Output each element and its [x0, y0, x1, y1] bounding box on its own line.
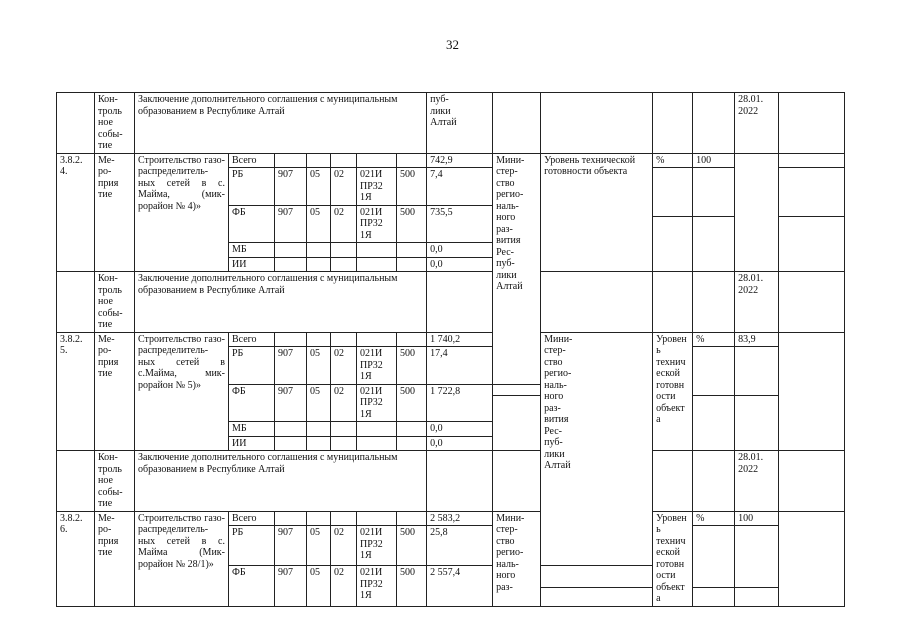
control-event-row [57, 93, 845, 154]
measure-name: Строительство газо-распределитель-ных сетей в с. Майма, (мик-рорайон № 4)» [135, 153, 229, 272]
control-event-label: Кон- троль ное собы- тие [95, 93, 135, 154]
ministry: Мини- стер- ство регио- наль- ного раз- вития Рес- пуб- лики Алтай [493, 153, 541, 384]
control-event-text: Заключение дополнительного соглашения с муниципальным образованием в Республике Алтай [135, 93, 427, 154]
page-number: 32 [446, 37, 459, 52]
unit: % [653, 153, 693, 168]
responsible: пуб- лики Алтай [427, 93, 493, 154]
indicator-value: 100 [693, 153, 735, 168]
measure-row [57, 153, 845, 168]
item-number: 3.8.2. 4. [57, 153, 95, 272]
indicator: Уровень технической готовности объекта [541, 153, 653, 272]
control-event-row: Кон- троль ное собы- тие Заключение дополнительного соглашения с муниципальным образованием в Республике Алтай 28.01. 2022 [57, 451, 845, 512]
source-row-rb: РБ 907 05 02 021И ПР32 1Я 500 7,4 [57, 168, 845, 206]
source-total: Всего [229, 153, 275, 168]
amount-total: 742,9 [427, 153, 493, 168]
measure-type: Ме- ро- прия тие [95, 153, 135, 272]
program-table: Кон- троль ное собы- тие Заключение дополнительного соглашения с муниципальным образованием в Республике Алтай пуб- лики Алтай 28.01. 2022 3.8.2. 4. Ме- ро- прия тие Строительство газо-распределитель-ных сетей в с. Майма, (мик-рорайон № 4)» Всего 742,9 Мини- стер- ство регио- наль- ного раз- вития Рес- пуб- лики Алтай Уровень технической готовности объекта % 100 РБ 907 05 02 021И ПР32 1Я 500 7,4 ФБ 907 05 02 021И ПР32 1Я 500 735,5 МБ 0,0 ИИ 0,0 Кон- троль ное собы- тие Заключение дополнительного соглашения с муниципальным образованием в Республике Алтай 28.01. 2022 3.8.2. 5. Ме- ро- прия тие Строительство газо-распределитель-ных сетей в с.Майма, мик-рорайон № 5)» Всего 1 740,2 Мини- стер- ство регио- наль- ного раз- вития Рес- пуб- лики Алтай Уровень технической готовности объекта % 83,9 РБ 907 05 02 021И ПР32 1Я 500 17,4 ФБ 907 05 02 021И ПР32 1Я 500 1 722,8 МБ 0,0 ИИ 0,0 Кон- троль ное собы- тие Заключение дополнительного соглашения с муниципальным образованием в Республике Алтай 28.01. 2022 3.8.2. 6. Ме- ро- прия тие Строительство газо-распределитель-ных сетей в с. Майма (Мик-рорайон № 28/1)» Всего 2 583,2 Мини- стер- ство регио- наль- ного раз- Уровень технической готовности объекта % 100 РБ 907 05 02 021И ПР32 1Я 500 25,8 ФБ 907 05 02 021И ПР32 1Я 500 2 557,4 [56, 92, 845, 607]
measure-row: 3.8.2. 5. Ме- ро- прия тие Строительство газо-распределитель-ных сетей в с.Майма, мик-рорайон № 5)» Всего 1 740,2 Мини- стер- ство регио- наль- ного раз- вития Рес- пуб- лики Алтай Уровень технической готовности объекта % 83,9 [57, 332, 845, 347]
measure-row: 3.8.2. 6. Ме- ро- прия тие Строительство газо-распределитель-ных сетей в с. Майма (Мик-рорайон № 28/1)» Всего 2 583,2 Мини- стер- ство регио- наль- ного раз- Уровень технической готовности объекта % 100 [57, 511, 845, 526]
control-date: 28.01. 2022 [735, 93, 779, 154]
control-event-row: Кон- троль ное собы- тие Заключение дополнительного соглашения с муниципальным образованием в Республике Алтай 28.01. 2022 [57, 272, 845, 333]
